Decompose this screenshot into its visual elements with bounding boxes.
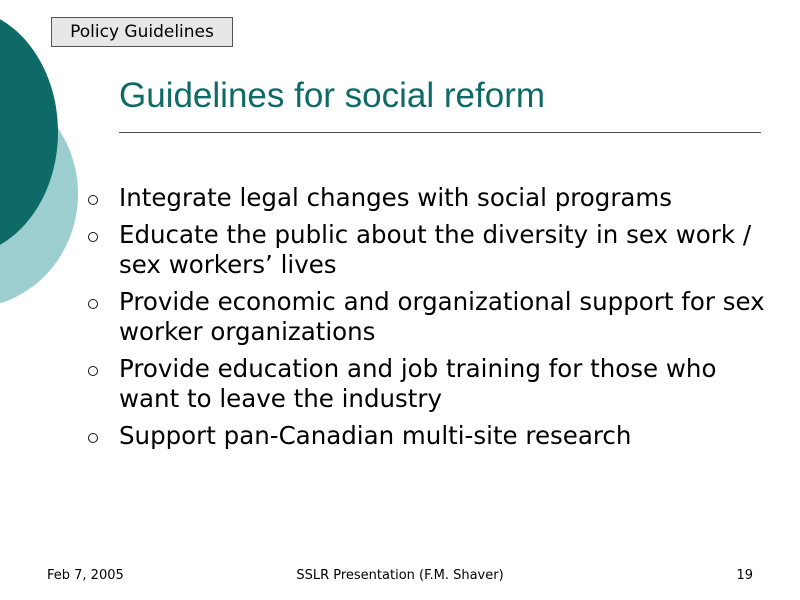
bullet-item [80,220,770,280]
bullet-text: Provide education and job training for those who want to leave the industry [119,354,717,413]
bullet-text: Educate the public about the diversity in sex work / sex workers’ lives [119,220,752,279]
bullet-item [80,287,770,347]
section-tag: Policy Guidelines [51,17,233,47]
bullet-text: Integrate legal changes with social programs [119,183,673,212]
bullet-list [80,183,770,458]
footer-page-number: 19 [736,568,753,583]
title-divider [119,132,761,133]
slide-title: Guidelines for social reform [119,76,545,115]
hollow-circle-bullet-icon [88,232,98,242]
hollow-circle-bullet-icon [88,366,98,376]
bullet-item [80,354,770,414]
hollow-circle-bullet-icon [88,433,98,443]
bullet-text: Provide economic and organizational support for sex worker organizations [119,287,765,346]
footer-date: Feb 7, 2005 [47,568,124,583]
bullet-item [80,183,770,213]
hollow-circle-bullet-icon [88,299,98,309]
bullet-item [80,421,770,451]
bullet-text: Support pan-Canadian multi-site research [119,421,632,450]
hollow-circle-bullet-icon [88,195,98,205]
footer-presentation-title: SSLR Presentation (F.M. Shaver) [296,568,504,583]
